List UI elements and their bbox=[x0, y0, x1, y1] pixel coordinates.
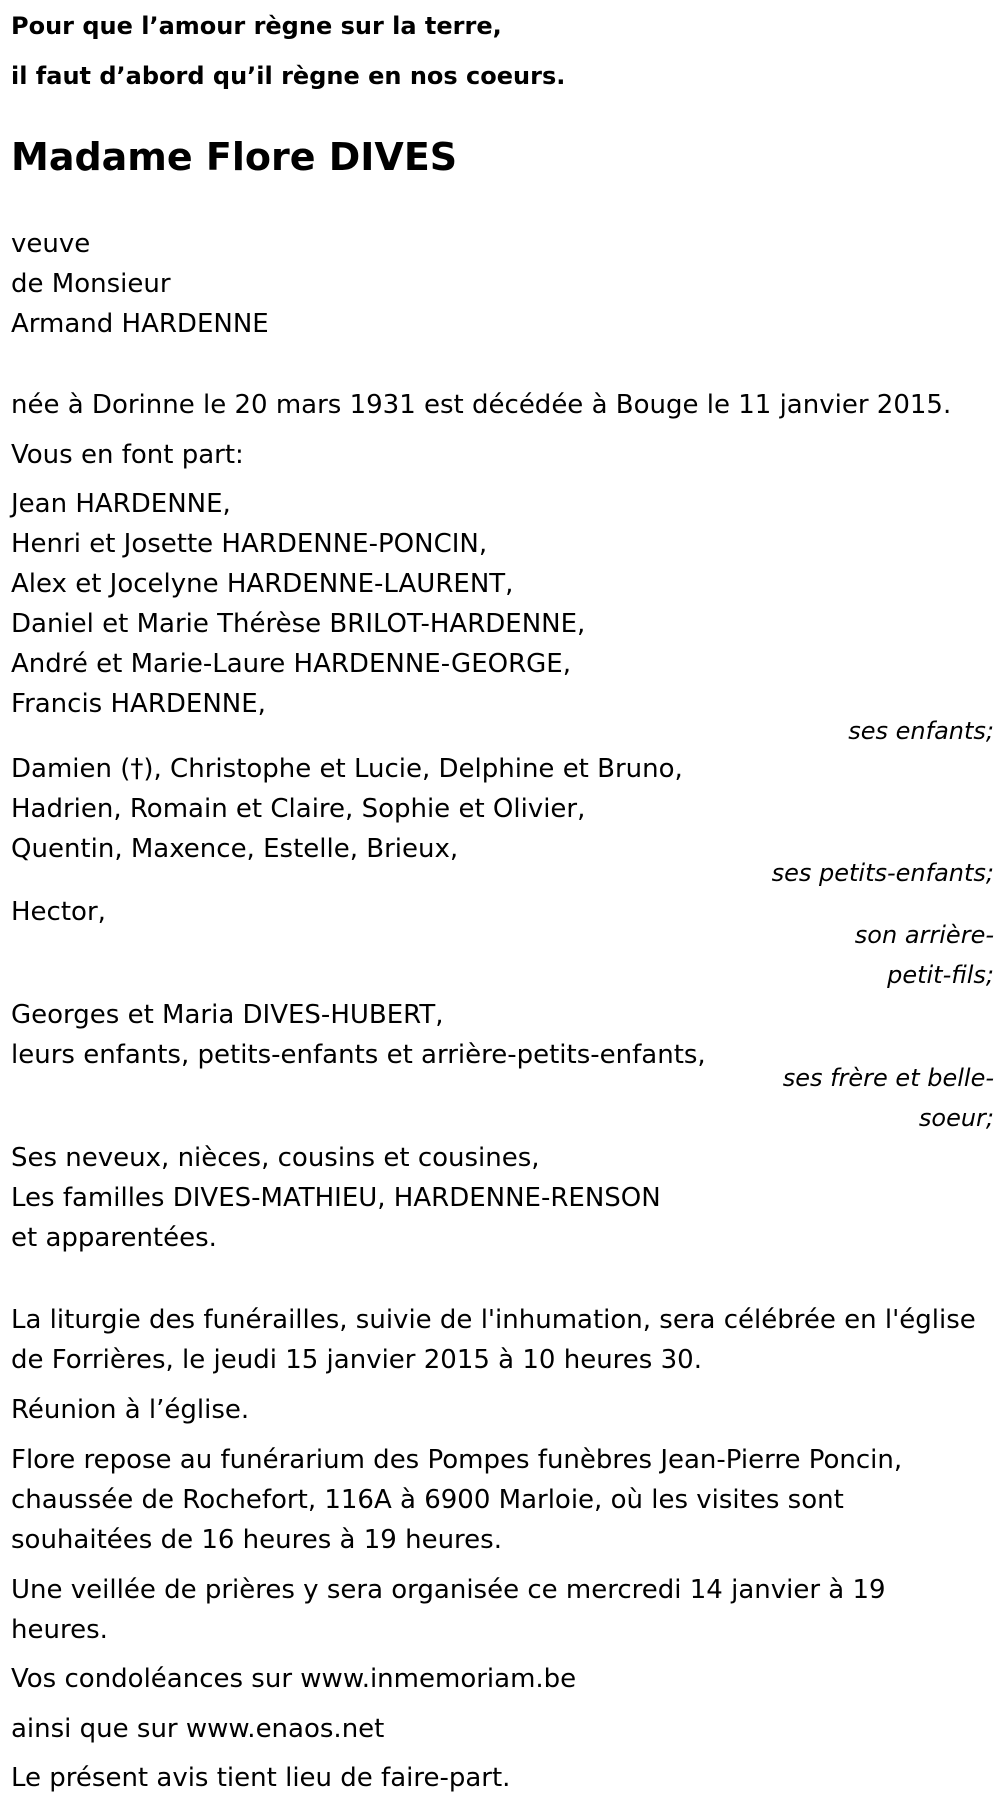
child-line: Alex et Jocelyne HARDENNE-LAURENT, bbox=[11, 569, 514, 599]
child-line: Francis HARDENNE, bbox=[11, 689, 266, 719]
spouse-line-1: veuve bbox=[11, 229, 91, 259]
vigil-line-1: Une veillée de prières y sera organisée ce mercredi 14 janvier à 19 bbox=[11, 1575, 886, 1605]
birth-death-line: née à Dorinne le 20 mars 1931 est décédée à Bouge le 11 janvier 2015. bbox=[11, 390, 952, 420]
grandchildren-line: Hadrien, Romain et Claire, Sophie et Olivier, bbox=[11, 794, 586, 824]
rest-line-3: souhaitées de 16 heures à 19 heures. bbox=[11, 1525, 502, 1555]
announcement-intro: Vous en font part: bbox=[11, 440, 244, 470]
grandchildren-line: Quentin, Maxence, Estelle, Brieux, bbox=[11, 834, 459, 864]
extended-family-line: Les familles DIVES-MATHIEU, HARDENNE-RENSON bbox=[11, 1183, 661, 1213]
rest-line-2: chaussée de Rochefort, 116A à 6900 Marloie, où les visites sont bbox=[11, 1485, 844, 1515]
condolences-line-1: Vos condoléances sur www.inmemoriam.be bbox=[11, 1664, 577, 1694]
extended-family-line: et apparentées. bbox=[11, 1223, 217, 1253]
deceased-name: Madame Flore DIVES bbox=[11, 135, 458, 179]
child-line: André et Marie-Laure HARDENNE-GEORGE, bbox=[11, 649, 571, 679]
condolences-line-2: ainsi que sur www.enaos.net bbox=[11, 1714, 385, 1744]
liturgy-line-2: de Forrières, le jeudi 15 janvier 2015 à 10 heures 30. bbox=[11, 1345, 702, 1375]
children-relation-label: ses enfants; bbox=[848, 717, 994, 745]
siblings-line: leurs enfants, petits-enfants et arrière-petits-enfants, bbox=[11, 1040, 706, 1070]
siblings-line: Georges et Maria DIVES-HUBERT, bbox=[11, 1000, 444, 1030]
great-grandchild-relation-label-2: petit-fils; bbox=[887, 961, 994, 989]
quote-line-2: il faut d’abord qu’il règne en nos coeurs. bbox=[11, 62, 566, 90]
quote-line-1: Pour que l’amour règne sur la terre, bbox=[11, 12, 502, 40]
vigil-line-2: heures. bbox=[11, 1615, 108, 1645]
liturgy-line-1: La liturgie des funérailles, suivie de l'inhumation, sera célébrée en l'église bbox=[11, 1305, 976, 1335]
child-line: Jean HARDENNE, bbox=[11, 489, 231, 519]
siblings-relation-label-2: soeur; bbox=[918, 1104, 994, 1132]
great-grandchild-line: Hector, bbox=[11, 897, 106, 927]
spouse-line-2: de Monsieur bbox=[11, 269, 171, 299]
spouse-line-3: Armand HARDENNE bbox=[11, 309, 269, 339]
child-line: Henri et Josette HARDENNE-PONCIN, bbox=[11, 529, 488, 559]
grandchildren-relation-label: ses petits-enfants; bbox=[771, 859, 994, 887]
meeting-line: Réunion à l’église. bbox=[11, 1395, 250, 1425]
great-grandchild-relation-label-1: son arrière- bbox=[854, 921, 994, 949]
extended-family-line: Ses neveux, nièces, cousins et cousines, bbox=[11, 1143, 540, 1173]
child-line: Daniel et Marie Thérèse BRILOT-HARDENNE, bbox=[11, 609, 586, 639]
rest-line-1: Flore repose au funérarium des Pompes funèbres Jean-Pierre Poncin, bbox=[11, 1445, 903, 1475]
siblings-relation-label-1: ses frère et belle- bbox=[782, 1064, 994, 1092]
grandchildren-line: Damien (†), Christophe et Lucie, Delphine et Bruno, bbox=[11, 754, 683, 784]
notice-line: Le présent avis tient lieu de faire-part. bbox=[11, 1763, 511, 1793]
